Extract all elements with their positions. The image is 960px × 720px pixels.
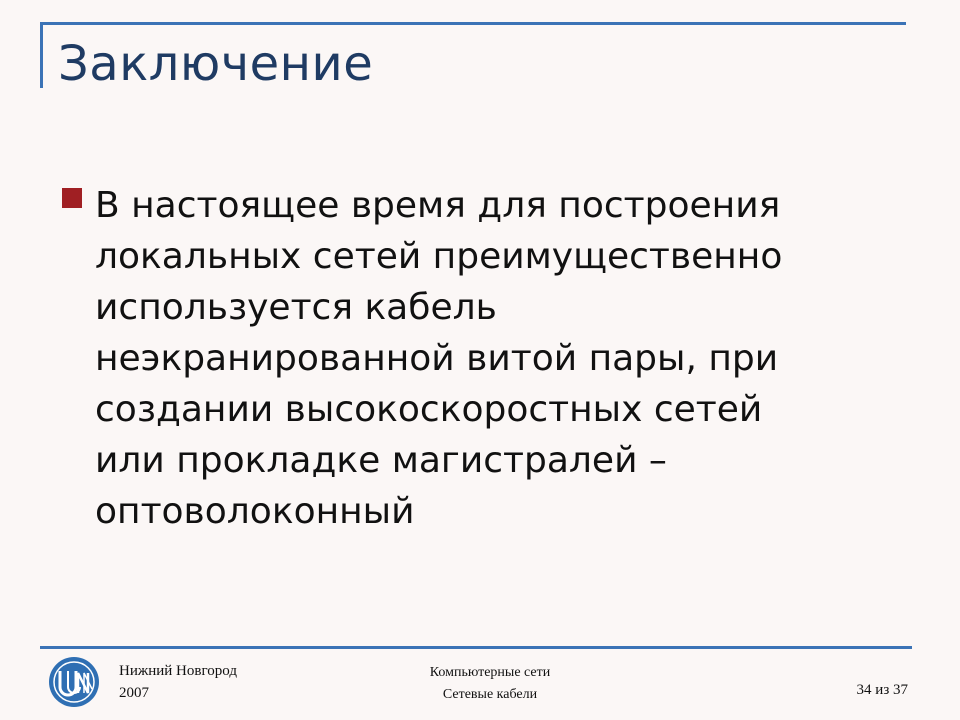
footer-lecture-name: Сетевые кабели — [442, 687, 538, 702]
footer-location — [119, 660, 237, 704]
slide-title: Заключение — [58, 36, 374, 92]
bullet-square-icon — [62, 188, 82, 208]
title-frame-top-line — [40, 22, 906, 25]
university-logo-icon — [48, 656, 100, 708]
bullet-list — [62, 180, 912, 537]
page-number: 34 из 37 — [856, 682, 908, 698]
footer-year: 2007 — [119, 685, 149, 701]
footer-course — [380, 662, 600, 706]
footer-city: Нижний Новгород — [119, 663, 237, 679]
footer-course-name: Компьютерные сети — [429, 665, 551, 680]
title-frame-left-line — [40, 22, 43, 88]
bullet-text: В настоящее время для построения локальных сетей преимущественно используется кабель неэкранированной витой пары, при создании высокоскоростных сетей или прокладке магистралей – оптоволоконный — [95, 185, 783, 532]
footer-divider — [40, 646, 912, 649]
